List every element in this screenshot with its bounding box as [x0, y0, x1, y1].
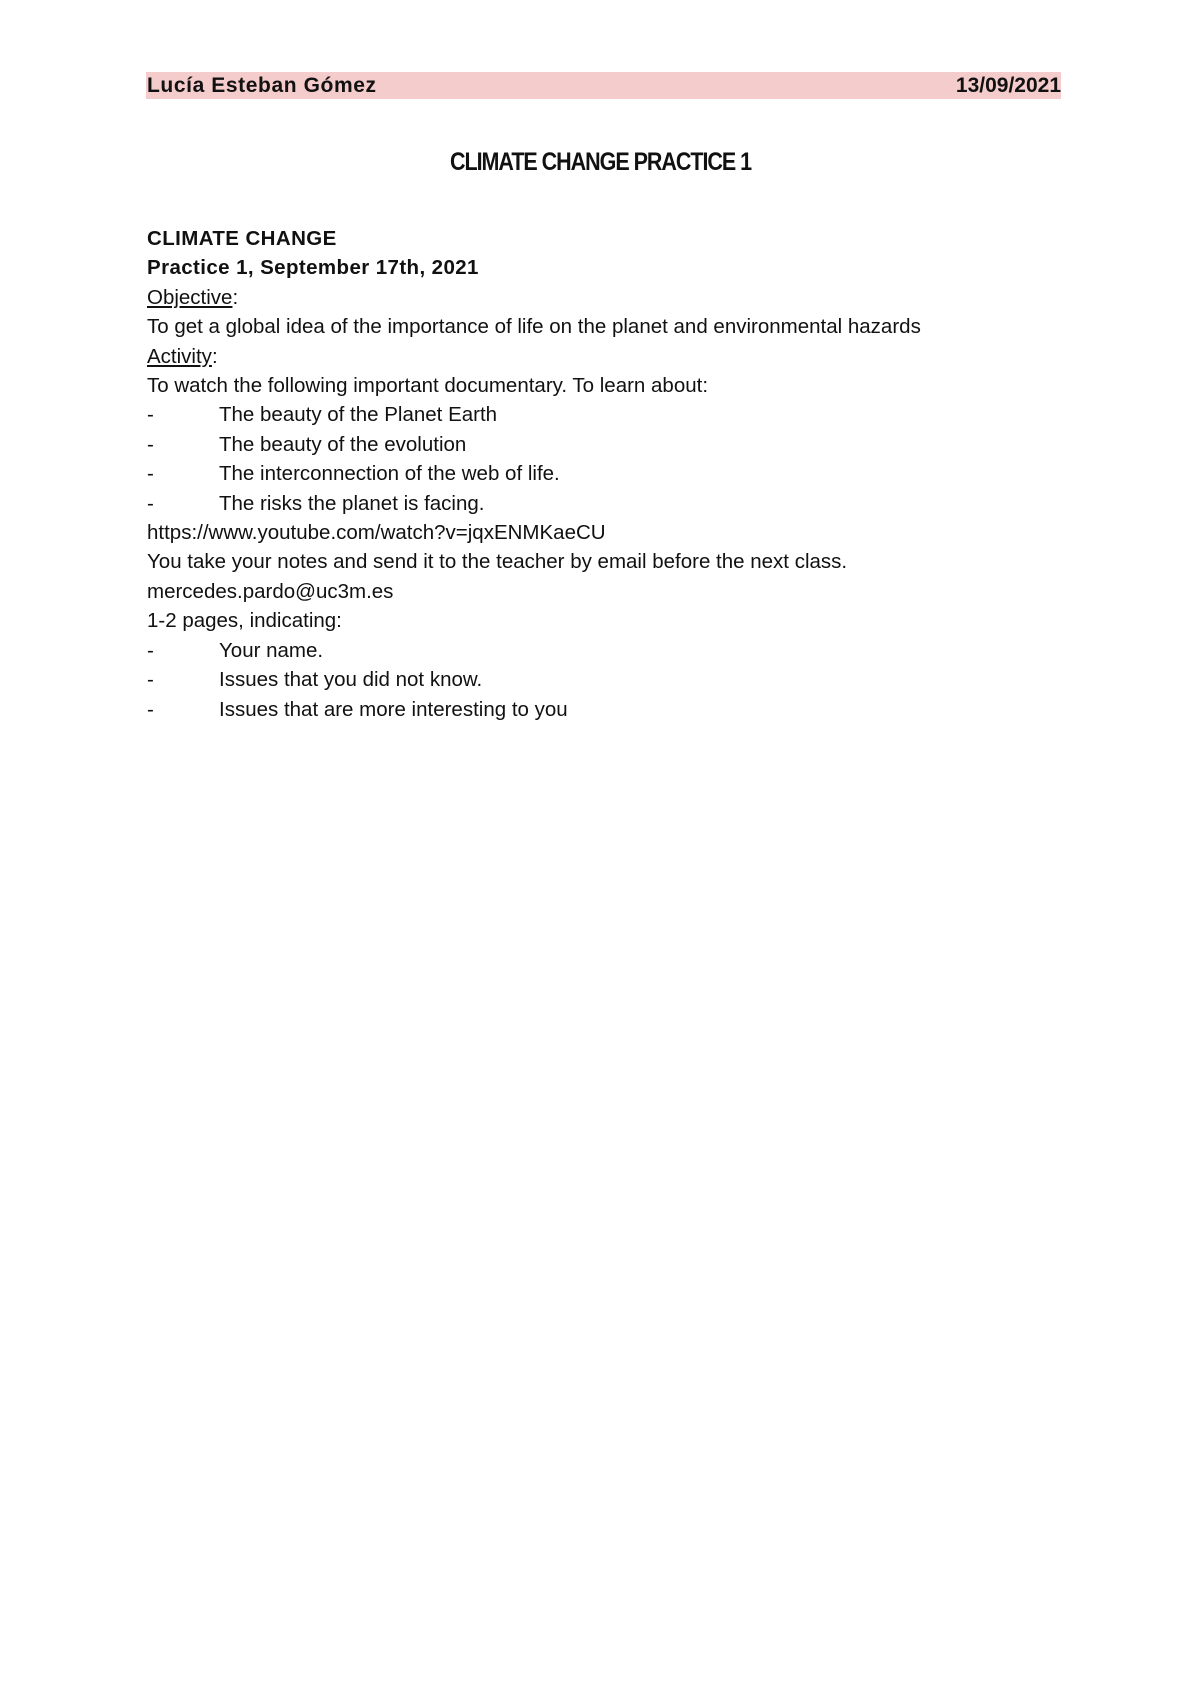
list-item-text: The interconnection of the web of life.	[219, 462, 560, 486]
video-link[interactable]: https://www.youtube.com/watch?v=jqxENMKaeCU	[147, 521, 606, 545]
bullet-marker: -	[147, 462, 154, 486]
bullet-marker: -	[147, 668, 154, 692]
list-item	[147, 489, 1077, 518]
activity-label: Activity	[147, 344, 212, 368]
list-item-text: Issues that you did not know.	[219, 668, 483, 692]
list-item-text: The risks the planet is facing.	[219, 491, 485, 515]
bullet-marker: -	[147, 403, 154, 427]
course-heading: CLIMATE CHANGE	[147, 227, 337, 250]
bullet-marker: -	[147, 638, 154, 662]
bullet-marker: -	[147, 491, 154, 515]
list-item-text: Issues that are more interesting to you	[219, 697, 568, 721]
document-title: CLIMATE CHANGE PRACTICE 1	[450, 148, 752, 176]
document-body	[147, 224, 1077, 724]
instructions-text: You take your notes and send it to the teacher by email before the next class.	[147, 550, 848, 574]
list-item	[147, 400, 1077, 429]
list-item-text: The beauty of the Planet Earth	[219, 403, 498, 427]
pages-text: 1-2 pages, indicating:	[147, 609, 342, 633]
list-item	[147, 636, 1077, 665]
objective-text: To get a global idea of the importance of life on the planet and environmental hazards	[147, 315, 921, 339]
objective-line	[147, 283, 1077, 312]
header-date: 13/09/2021	[955, 74, 1061, 97]
list-item-text: Your name.	[219, 638, 324, 662]
teacher-email[interactable]: mercedes.pardo@uc3m.es	[147, 579, 394, 603]
author-name: Lucía Esteban Gómez	[147, 74, 377, 97]
activity-text: To watch the following important documentary. To learn about:	[147, 374, 709, 398]
activity-line	[147, 342, 1077, 371]
activity-colon: :	[211, 344, 218, 368]
bullet-marker: -	[147, 697, 154, 721]
list-item	[147, 665, 1077, 694]
list-item	[147, 695, 1077, 724]
objective-label: Objective	[147, 285, 233, 309]
practice-heading: Practice 1, September 17th, 2021	[147, 256, 479, 280]
list-item	[147, 459, 1077, 488]
bullet-marker: -	[147, 432, 154, 456]
list-item	[147, 430, 1077, 459]
objective-colon: :	[232, 285, 239, 309]
list-item-text: The beauty of the evolution	[219, 432, 467, 456]
